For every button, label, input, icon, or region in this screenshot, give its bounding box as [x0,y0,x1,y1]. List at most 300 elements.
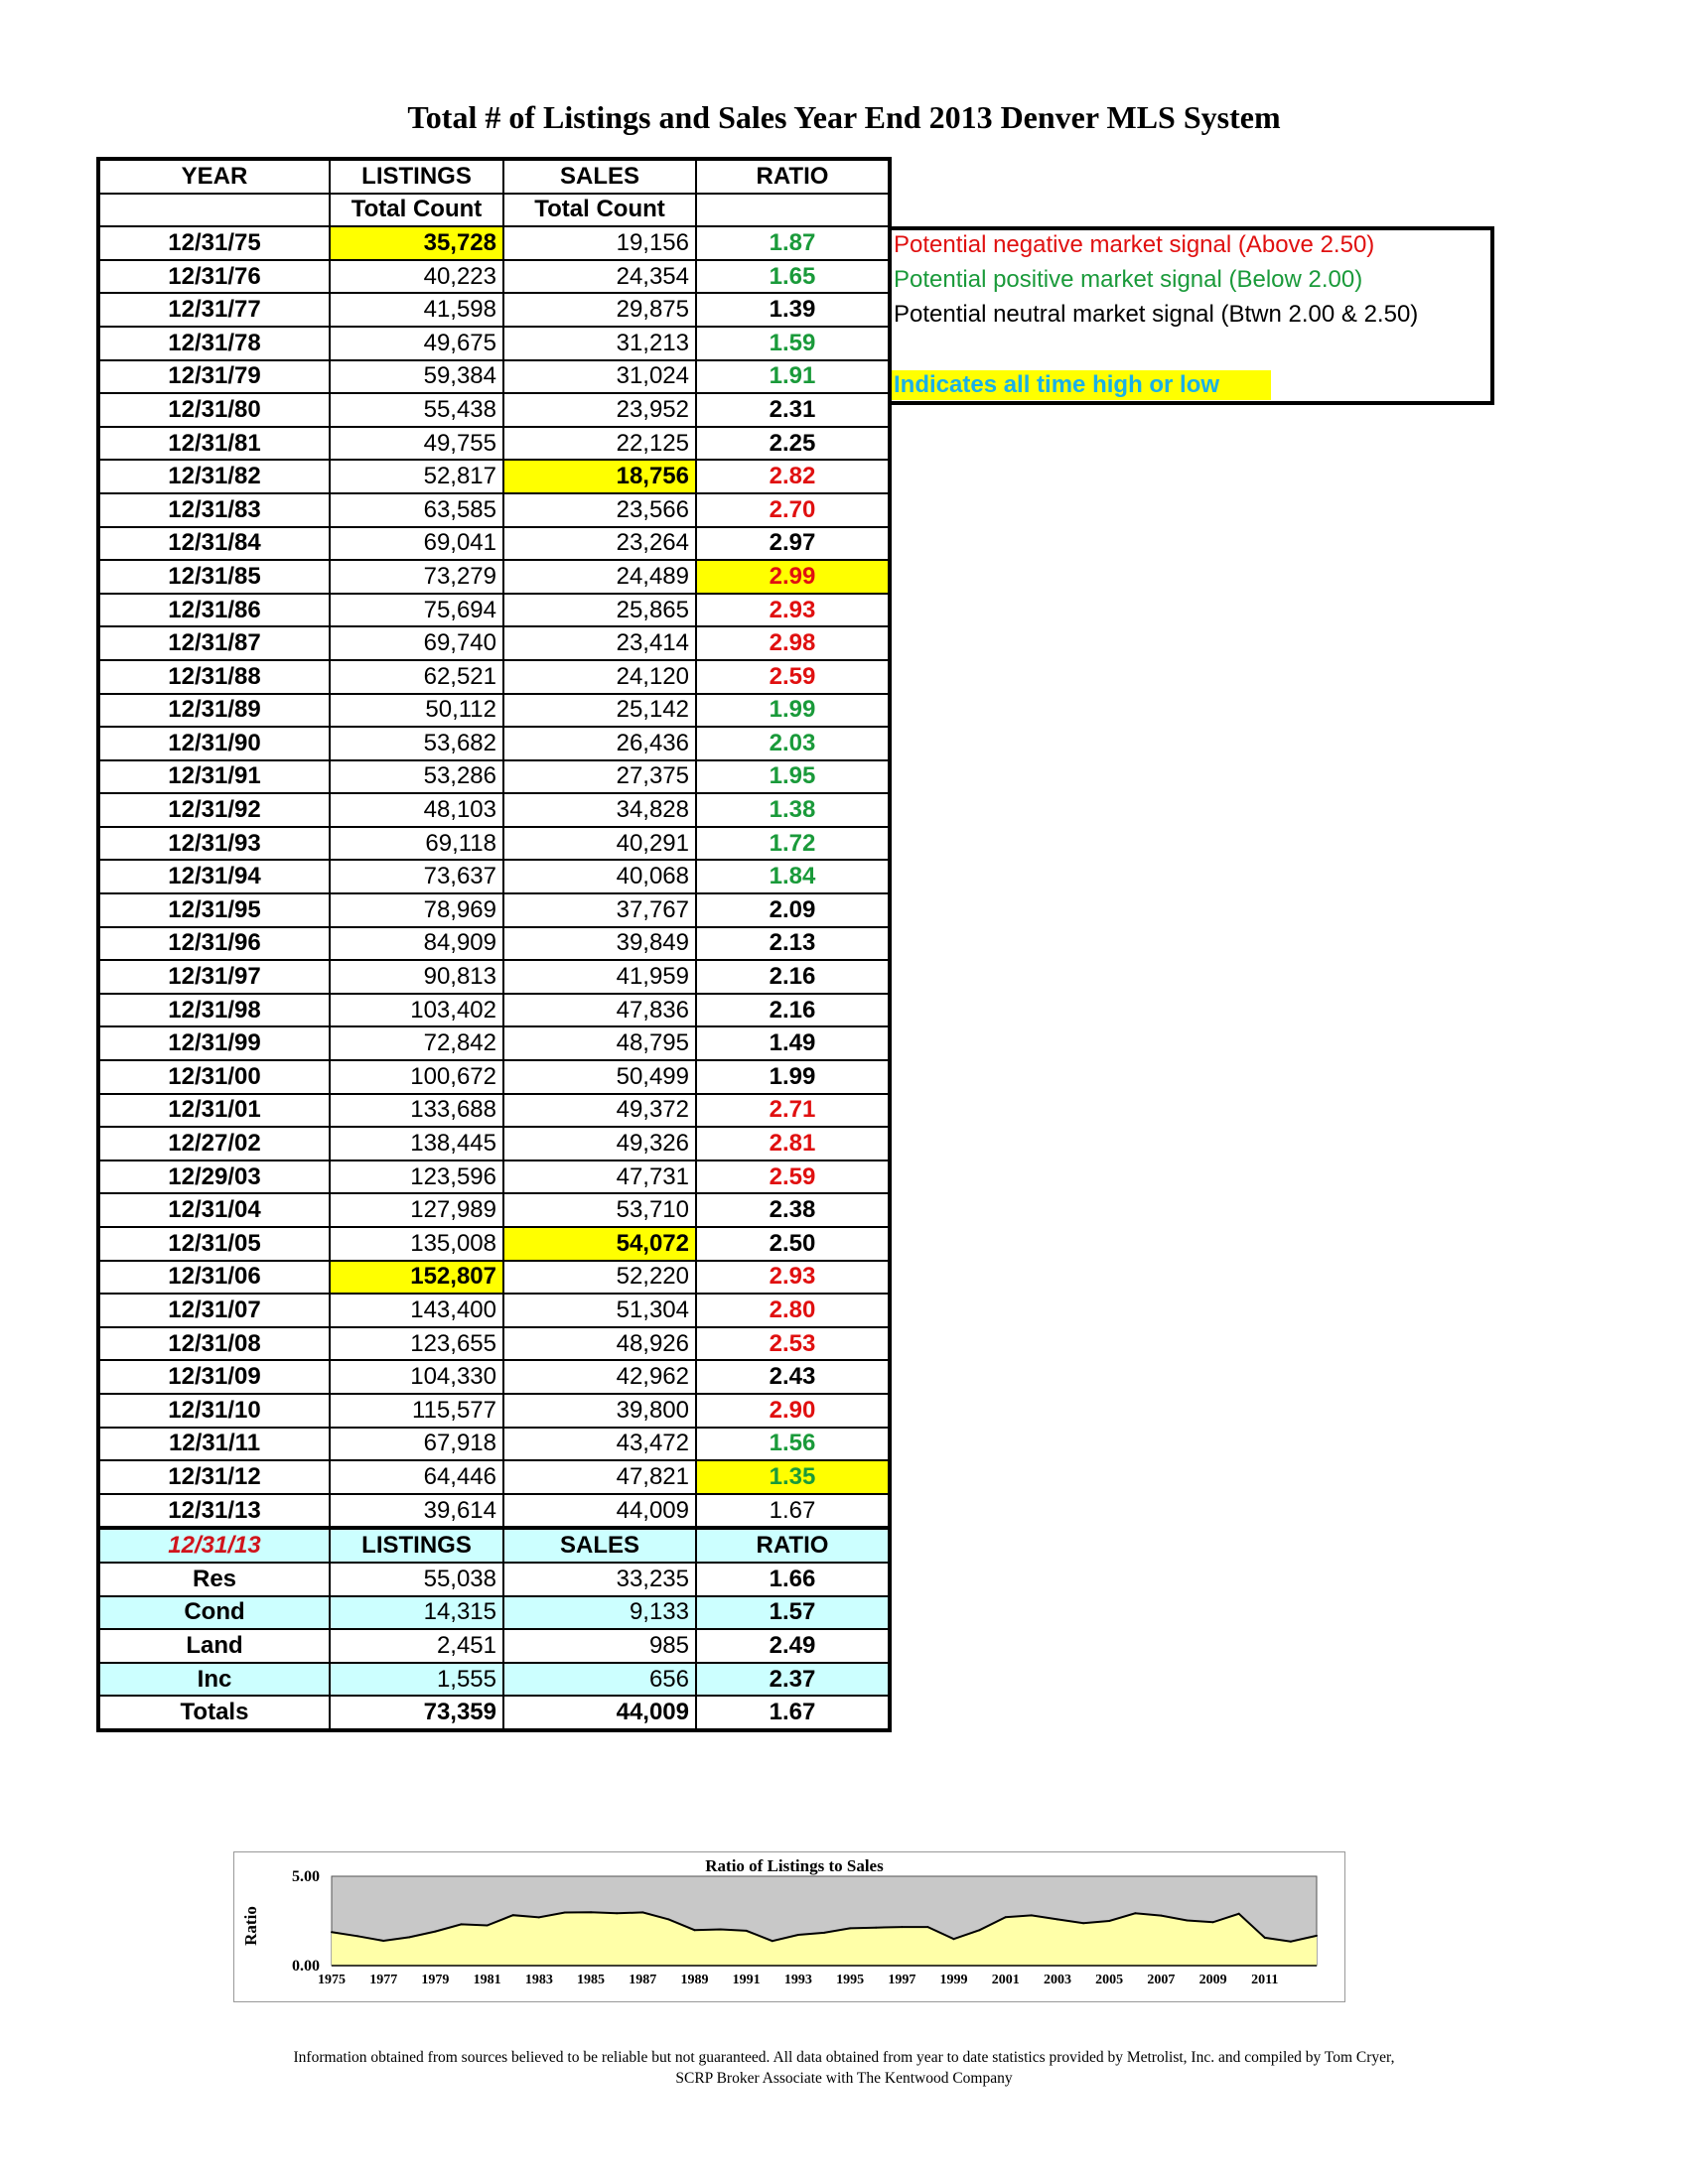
listings-cell: 103,402 [330,994,503,1027]
data-point [408,1936,410,1938]
year-cell: 12/31/80 [98,393,330,427]
sales-cell: 47,836 [503,994,696,1027]
listings-cell: 75,694 [330,594,503,627]
table-row [98,1294,890,1327]
year-cell: 12/27/02 [98,1127,330,1160]
ratio-cell: 1.56 [696,1428,890,1461]
x-tick-label: 2011 [1251,1973,1279,1987]
ratio-cell: 2.31 [696,393,890,427]
data-point [797,1934,799,1936]
data-point [356,1935,358,1937]
ratio-cell: 1.65 [696,260,890,294]
y-tick-label: 0.00 [292,1958,320,1975]
year-cell: 12/31/13 [98,1494,330,1529]
ratio-cell: 2.70 [696,493,890,527]
data-point [1134,1912,1136,1914]
totals-ratio: 1.67 [696,1696,890,1730]
listings-cell: 69,041 [330,527,503,561]
table-row [98,1094,890,1128]
year-cell: 12/31/09 [98,1360,330,1394]
subheader-year [98,194,330,227]
table-row [98,1060,890,1094]
data-point [1056,1918,1058,1920]
sales-cell: 24,120 [503,660,696,694]
sales-cell: 31,213 [503,327,696,360]
subheader-listings: Total Count [330,194,503,227]
table-row [98,1360,890,1394]
table-row [98,260,890,294]
ratio-cell: 2.53 [696,1327,890,1361]
ratio-cell: 2.25 [696,427,890,461]
x-tick-label: 1999 [939,1973,968,1987]
sales-cell: 48,795 [503,1026,696,1060]
data-point [772,1940,774,1942]
ratio-cell: 2.16 [696,960,890,994]
totals-listings: 73,359 [330,1696,503,1730]
data-point [746,1930,748,1932]
ratio-cell: 1.84 [696,860,890,893]
data-point [590,1911,592,1913]
listings-cell: 41,598 [330,293,503,327]
year-cell: 12/31/77 [98,293,330,327]
listings-cell: 133,688 [330,1094,503,1128]
year-cell: 12/31/92 [98,793,330,827]
ratio-cell: 1.38 [696,793,890,827]
listings-cell: 143,400 [330,1294,503,1327]
sales-cell: 40,291 [503,827,696,861]
data-point [1108,1920,1110,1922]
year-cell: 12/31/97 [98,960,330,994]
x-tick-label: 1983 [524,1973,553,1987]
data-point [487,1925,489,1927]
header-ratio: RATIO [696,159,890,194]
table-row [98,1160,890,1194]
year-cell: 12/31/93 [98,827,330,861]
table-row [98,893,890,927]
property-type-cell: Land [98,1629,330,1663]
legend-highlight: Indicates all time high or low [892,370,1271,400]
table-row [98,960,890,994]
data-point [1212,1921,1214,1923]
x-tick-label: 2005 [1095,1973,1124,1987]
sales-cell: 54,072 [503,1227,696,1261]
x-tick-label: 2007 [1147,1973,1176,1987]
breakdown-header-sales: SALES [503,1528,696,1563]
table-row [98,560,890,594]
data-point [1316,1935,1318,1937]
year-cell: 12/31/08 [98,1327,330,1361]
table-row [98,1227,890,1261]
header-year: YEAR [98,159,330,194]
year-cell: 12/31/75 [98,226,330,260]
listings-cell: 104,330 [330,1360,503,1394]
x-tick-label: 1993 [783,1973,812,1987]
sales-cell: 33,235 [503,1563,696,1596]
table-row [98,927,890,961]
year-cell: 12/31/86 [98,594,330,627]
x-tick-label: 1987 [629,1973,657,1987]
x-tick-label: 2003 [1043,1973,1071,1987]
table-row [98,293,890,327]
table-row [98,1460,890,1494]
year-cell: 12/31/98 [98,994,330,1027]
year-cell: 12/31/81 [98,427,330,461]
data-point [616,1912,618,1914]
y-tick-label: 5.00 [292,1868,320,1885]
sales-cell: 985 [503,1629,696,1663]
footer-line-1: Information obtained from sources believed to be reliable but not guaranteed. All data obtained from year to date statistics provided by Metrolist, Inc. and compiled by Tom Cryer, [293,2049,1395,2066]
ratio-cell: 2.93 [696,594,890,627]
ratio-cell: 1.67 [696,1494,890,1529]
ratio-cell: 2.93 [696,1261,890,1295]
data-point [538,1916,540,1918]
x-tick-label: 1991 [732,1973,761,1987]
data-point [1005,1916,1007,1918]
listings-cell: 14,315 [330,1596,503,1630]
ratio-cell: 1.66 [696,1563,890,1596]
listings-cell: 1,555 [330,1663,503,1697]
data-point [564,1912,566,1914]
table-row [98,1193,890,1227]
table-row [98,694,890,728]
listings-cell: 69,740 [330,626,503,660]
year-cell: 12/31/07 [98,1294,330,1327]
ratio-cell: 2.97 [696,527,890,561]
listings-cell: 64,446 [330,1460,503,1494]
listings-cell: 123,655 [330,1327,503,1361]
data-point [641,1911,643,1913]
listings-cell: 152,807 [330,1261,503,1295]
table-row [98,427,890,461]
year-cell: 12/31/06 [98,1261,330,1295]
ratio-cell: 1.72 [696,827,890,861]
listings-cell: 48,103 [330,793,503,827]
listings-cell: 138,445 [330,1127,503,1160]
totals-sales: 44,009 [503,1696,696,1730]
breakdown-header-ratio: RATIO [696,1528,890,1563]
sales-cell: 37,767 [503,893,696,927]
table-row [98,860,890,893]
data-point [979,1929,981,1931]
table-subheader-row [98,194,890,227]
listings-cell: 73,279 [330,560,503,594]
ratio-cell: 1.87 [696,226,890,260]
sales-cell: 23,414 [503,626,696,660]
listings-cell: 52,817 [330,460,503,493]
listings-cell: 63,585 [330,493,503,527]
year-cell: 12/31/76 [98,260,330,294]
table-row [98,1327,890,1361]
data-point [694,1929,696,1931]
x-tick-label: 1985 [577,1973,606,1987]
table-row [98,1127,890,1160]
sales-cell: 49,372 [503,1094,696,1128]
ratio-chart-svg [234,1852,1344,2001]
ratio-chart [233,1851,1345,2002]
ratio-cell: 2.59 [696,660,890,694]
table-row [98,660,890,694]
sales-cell: 39,849 [503,927,696,961]
ratio-cell: 2.13 [696,927,890,961]
data-point [1082,1922,1084,1924]
table-row [98,793,890,827]
listings-cell: 90,813 [330,960,503,994]
ratio-cell: 1.49 [696,1026,890,1060]
header-sales: SALES [503,159,696,194]
listings-cell: 135,008 [330,1227,503,1261]
sales-cell: 23,264 [503,527,696,561]
listings-sales-table [96,157,892,1732]
year-cell: 12/31/99 [98,1026,330,1060]
sales-cell: 40,068 [503,860,696,893]
listings-cell: 49,675 [330,327,503,360]
x-tick-label: 1995 [836,1973,865,1987]
year-cell: 12/31/04 [98,1193,330,1227]
ratio-cell: 1.99 [696,1060,890,1094]
property-type-cell: Inc [98,1663,330,1697]
x-tick-label: 1997 [888,1973,916,1987]
listings-cell: 49,755 [330,427,503,461]
data-point [823,1932,825,1934]
table-row [98,994,890,1027]
sales-cell: 53,710 [503,1193,696,1227]
ratio-cell: 1.99 [696,694,890,728]
ratio-cell: 2.49 [696,1629,890,1663]
property-type-cell: Res [98,1563,330,1596]
data-point [1187,1920,1189,1922]
table-row [98,460,890,493]
table-row [98,727,890,760]
data-point [331,1931,333,1933]
table-row [98,1026,890,1060]
ratio-cell: 2.59 [696,1160,890,1194]
ratio-cell: 1.91 [696,360,890,394]
ratio-cell: 2.98 [696,626,890,660]
ratio-cell: 1.35 [696,1460,890,1494]
breakdown-header-row [98,1528,890,1563]
table-row [98,527,890,561]
listings-cell: 55,438 [330,393,503,427]
footer-line-2: SCRP Broker Associate with The Kentwood Company [675,2070,1013,2087]
year-cell: 12/31/01 [98,1094,330,1128]
sales-cell: 44,009 [503,1494,696,1529]
chart-title: Ratio of Listings to Sales [705,1856,884,1875]
x-tick-label: 1979 [421,1973,450,1987]
legend-box [889,226,1494,405]
year-cell: 12/31/00 [98,1060,330,1094]
listings-cell: 53,682 [330,727,503,760]
sales-cell: 19,156 [503,226,696,260]
listings-cell: 62,521 [330,660,503,694]
sales-cell: 24,489 [503,560,696,594]
ratio-cell: 2.16 [696,994,890,1027]
breakdown-row [98,1563,890,1596]
x-tick-label: 2001 [991,1973,1020,1987]
ratio-cell: 1.39 [696,293,890,327]
table-row [98,1261,890,1295]
table-row [98,760,890,794]
x-tick-label: 1975 [318,1973,346,1987]
listings-cell: 67,918 [330,1428,503,1461]
data-point [1264,1937,1266,1939]
data-point [1031,1914,1033,1916]
data-point [1238,1913,1240,1915]
sales-cell: 25,142 [503,694,696,728]
sales-cell: 47,731 [503,1160,696,1194]
sales-cell: 26,436 [503,727,696,760]
legend-positive: Potential positive market signal (Below 2.00) [894,266,1363,293]
year-cell: 12/31/95 [98,893,330,927]
sales-cell: 27,375 [503,760,696,794]
x-tick-label: 1989 [680,1973,709,1987]
listings-cell: 50,112 [330,694,503,728]
sales-cell: 22,125 [503,427,696,461]
year-cell: 12/31/05 [98,1227,330,1261]
table-row [98,393,890,427]
listings-cell: 35,728 [330,226,503,260]
sales-cell: 34,828 [503,793,696,827]
year-cell: 12/31/88 [98,660,330,694]
subheader-sales: Total Count [503,194,696,227]
header-listings: LISTINGS [330,159,503,194]
table-row [98,493,890,527]
sales-cell: 31,024 [503,360,696,394]
year-cell: 12/31/79 [98,360,330,394]
breakdown-row [98,1629,890,1663]
year-cell: 12/31/83 [98,493,330,527]
ratio-cell: 2.09 [696,893,890,927]
data-point [434,1931,436,1933]
sales-cell: 47,821 [503,1460,696,1494]
year-cell: 12/31/94 [98,860,330,893]
ratio-cell: 1.57 [696,1596,890,1630]
y-axis-label: Ratio [241,1906,260,1946]
sales-cell: 24,354 [503,260,696,294]
ratio-cell: 2.80 [696,1294,890,1327]
data-point [875,1927,877,1929]
year-cell: 12/31/85 [98,560,330,594]
x-tick-label: 1981 [473,1973,501,1987]
listings-cell: 127,989 [330,1193,503,1227]
sales-cell: 39,800 [503,1394,696,1428]
data-point [382,1940,384,1942]
year-cell: 12/31/82 [98,460,330,493]
listings-cell: 78,969 [330,893,503,927]
listings-cell: 53,286 [330,760,503,794]
ratio-cell: 1.95 [696,760,890,794]
data-point [720,1929,722,1931]
ratio-cell: 2.81 [696,1127,890,1160]
sales-cell: 49,326 [503,1127,696,1160]
data-point [461,1923,463,1925]
listings-cell: 100,672 [330,1060,503,1094]
legend-neutral: Potential neutral market signal (Btwn 2.00 & 2.50) [894,301,1419,328]
year-cell: 12/31/89 [98,694,330,728]
table-row [98,1394,890,1428]
year-cell: 12/31/91 [98,760,330,794]
sales-cell: 43,472 [503,1428,696,1461]
sales-cell: 23,566 [503,493,696,527]
breakdown-date: 12/31/13 [98,1528,330,1563]
year-cell: 12/31/78 [98,327,330,360]
listings-cell: 73,637 [330,860,503,893]
year-cell: 12/31/10 [98,1394,330,1428]
table-row [98,327,890,360]
year-cell: 12/31/90 [98,727,330,760]
sales-cell: 51,304 [503,1294,696,1327]
table-row [98,1428,890,1461]
listings-cell: 72,842 [330,1026,503,1060]
year-cell: 12/31/87 [98,626,330,660]
sales-cell: 29,875 [503,293,696,327]
year-cell: 12/31/12 [98,1460,330,1494]
table-row [98,226,890,260]
sales-cell: 41,959 [503,960,696,994]
table-row [98,626,890,660]
table-row [98,1494,890,1529]
sales-cell: 52,220 [503,1261,696,1295]
data-point [901,1926,903,1928]
data-point [1290,1941,1292,1943]
x-tick-label: 1977 [369,1973,398,1987]
data-point [512,1914,514,1916]
breakdown-row [98,1596,890,1630]
listings-cell: 2,451 [330,1629,503,1663]
page-title: Total # of Listings and Sales Year End 2013 Denver MLS System [407,99,1281,135]
ratio-cell: 2.71 [696,1094,890,1128]
data-point [926,1926,928,1928]
listings-cell: 59,384 [330,360,503,394]
ratio-cell: 2.82 [696,460,890,493]
listings-cell: 123,596 [330,1160,503,1194]
data-point [849,1927,851,1929]
table-row [98,827,890,861]
ratio-cell: 2.37 [696,1663,890,1697]
sales-cell: 42,962 [503,1360,696,1394]
ratio-cell: 2.99 [696,560,890,594]
legend-negative: Potential negative market signal (Above 2.50) [894,231,1375,258]
ratio-cell: 1.59 [696,327,890,360]
ratio-cell: 2.38 [696,1193,890,1227]
year-cell: 12/31/96 [98,927,330,961]
ratio-cell: 2.43 [696,1360,890,1394]
year-cell: 12/31/84 [98,527,330,561]
year-cell: 12/31/11 [98,1428,330,1461]
subheader-ratio [696,194,890,227]
data-point [667,1918,669,1920]
footer [0,2047,1688,2089]
table-header-row [98,159,890,194]
sales-cell: 48,926 [503,1327,696,1361]
data-point [1160,1915,1162,1917]
table-row [98,594,890,627]
sales-cell: 50,499 [503,1060,696,1094]
listings-cell: 69,118 [330,827,503,861]
table-row [98,360,890,394]
breakdown-header-listings: LISTINGS [330,1528,503,1563]
sales-cell: 9,133 [503,1596,696,1630]
data-point [953,1938,955,1940]
listings-cell: 115,577 [330,1394,503,1428]
listings-cell: 84,909 [330,927,503,961]
year-cell: 12/29/03 [98,1160,330,1194]
sales-cell: 656 [503,1663,696,1697]
x-tick-label: 2009 [1198,1973,1227,1987]
listings-cell: 39,614 [330,1494,503,1529]
sales-cell: 23,952 [503,393,696,427]
sales-cell: 18,756 [503,460,696,493]
ratio-cell: 2.90 [696,1394,890,1428]
